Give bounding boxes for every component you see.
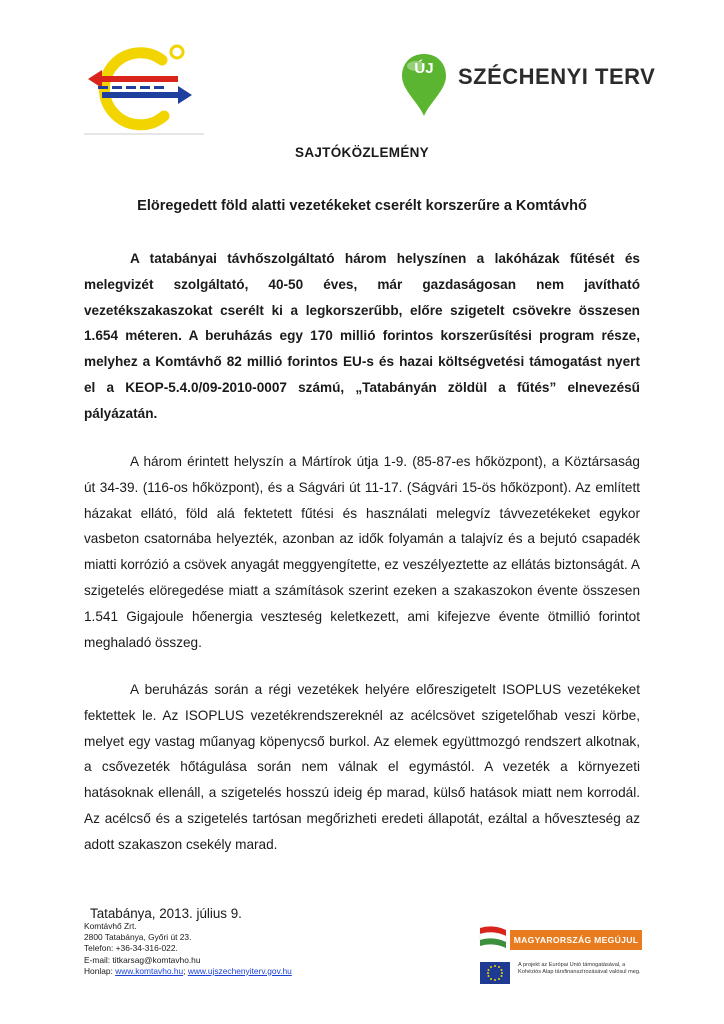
company-phone: Telefon: +36-34-316-022.	[84, 943, 178, 954]
eu-funding-text: A projekt az Európai Unió támogatásával, a Kohéziós Alap társfinanszírozásával valósul meg.	[518, 962, 641, 975]
company-email: E-mail: titkarsag@komtavho.hu	[84, 954, 201, 965]
uj-szechenyi-terv-logo	[398, 52, 656, 118]
szechenyi-link[interactable]: www.ujszechenyiterv.gov.hu	[187, 965, 292, 976]
komtavho-link[interactable]: www.komtavho.hu	[115, 965, 184, 976]
magyarorszag-megujul-banner: MAGYARORSZÁG MEGÚJUL	[510, 930, 642, 950]
body-paragraph-2: A három érintett helyszín a Mártírok útja 1-9. (85-87-es hőközpont), a Köztársaság út 34-39. (116-os hőközpont), és a Ságvári út 11-17. (Ságvári 15-ös hőközpont). Az említett házakat ellátó, föld alá fektetett fűtési és használati melegvíz távvezetékeket egykor vasbeton csatornába helyezték, azonban az idők folyamán a talajvíz és a bejutó csapadék miatti korrózió a csövek anyagát meggyengítette, ez veszélyeztette az ellátás biztonságát. A szigetelés elöregedése miatt a számítások szerint ezeken a szakaszokon évente összesen 1.541 Gigajoule hőenergia veszteség keletkezett, ami kifejezve évente ötmillió forintot meghaladó összeg.	[84, 454, 640, 650]
web-separator: ;	[183, 965, 188, 976]
company-web	[84, 966, 292, 977]
web-label: Honlap:	[84, 965, 116, 976]
logo-brand-text: SZÉCHENYI TERV	[458, 64, 656, 89]
eu-flag-icon	[480, 962, 510, 984]
lead-paragraph: A tatabányai távhőszolgáltató három helyszínen a lakóházak fűtését és melegvizét szolgáltató, 40-50 éves, már gazdaságosan nem javítható vezetékszakaszokat cserélt ki a legkorszerűbb, előre szigetelt csövekre összesen 1.654 méteren. A beruházás egy 170 millió forintos korszerűsítési program része, melyhez a Komtávhő 82 millió forintos EU-s és hazai költségvetési támogatást nyert el a KEOP-5.4.0/09-2010-0007 számú, „Tatabányán zöldül a fűtés” elnevezésű pályázatán.	[84, 251, 640, 421]
date-line: Tatabánya, 2013. július 9.	[90, 906, 242, 921]
komtavho-logo	[84, 38, 204, 136]
company-address: 2800 Tatabánya, Győri út 23.	[84, 932, 192, 943]
hungarian-flag-icon	[478, 924, 508, 954]
logo-pin-text: ÚJ	[414, 60, 434, 77]
komtavho-logo-icon	[84, 38, 204, 136]
document-heading: SAJTÓKÖZLEMÉNY	[295, 145, 429, 160]
contact-block	[84, 921, 292, 977]
company-name: Komtávhő Zrt.	[84, 921, 137, 931]
document-title: Elöregedett föld alatti vezetékeket cserélt korszerűre a Komtávhő	[137, 198, 587, 214]
body-paragraph-3: A beruházás során a régi vezetékek helyére előreszigetelt ISOPLUS vezetékeket fektettek le. Az ISOPLUS vezetékrendszereknél az acélcsövet szigetelőhab veszi körbe, melyet egy vastag műanyag köpenycső burkol. Az elemek együttmozgó rendszert alkotnak, a csővezeték hőtágulása során nem válnak el egymástól. A vezeték a környezeti hatásoknak ellenáll, a szigetelés hosszú ideig ép marad, külső hatások miatt nem korrodál. Az acélcső és a szigetelés tartósan megőrizheti eredeti állapotát, ezáltal a hőveszteség az adott szakaszon csekély marad.	[84, 682, 640, 852]
eu-funding-badge	[478, 922, 642, 990]
